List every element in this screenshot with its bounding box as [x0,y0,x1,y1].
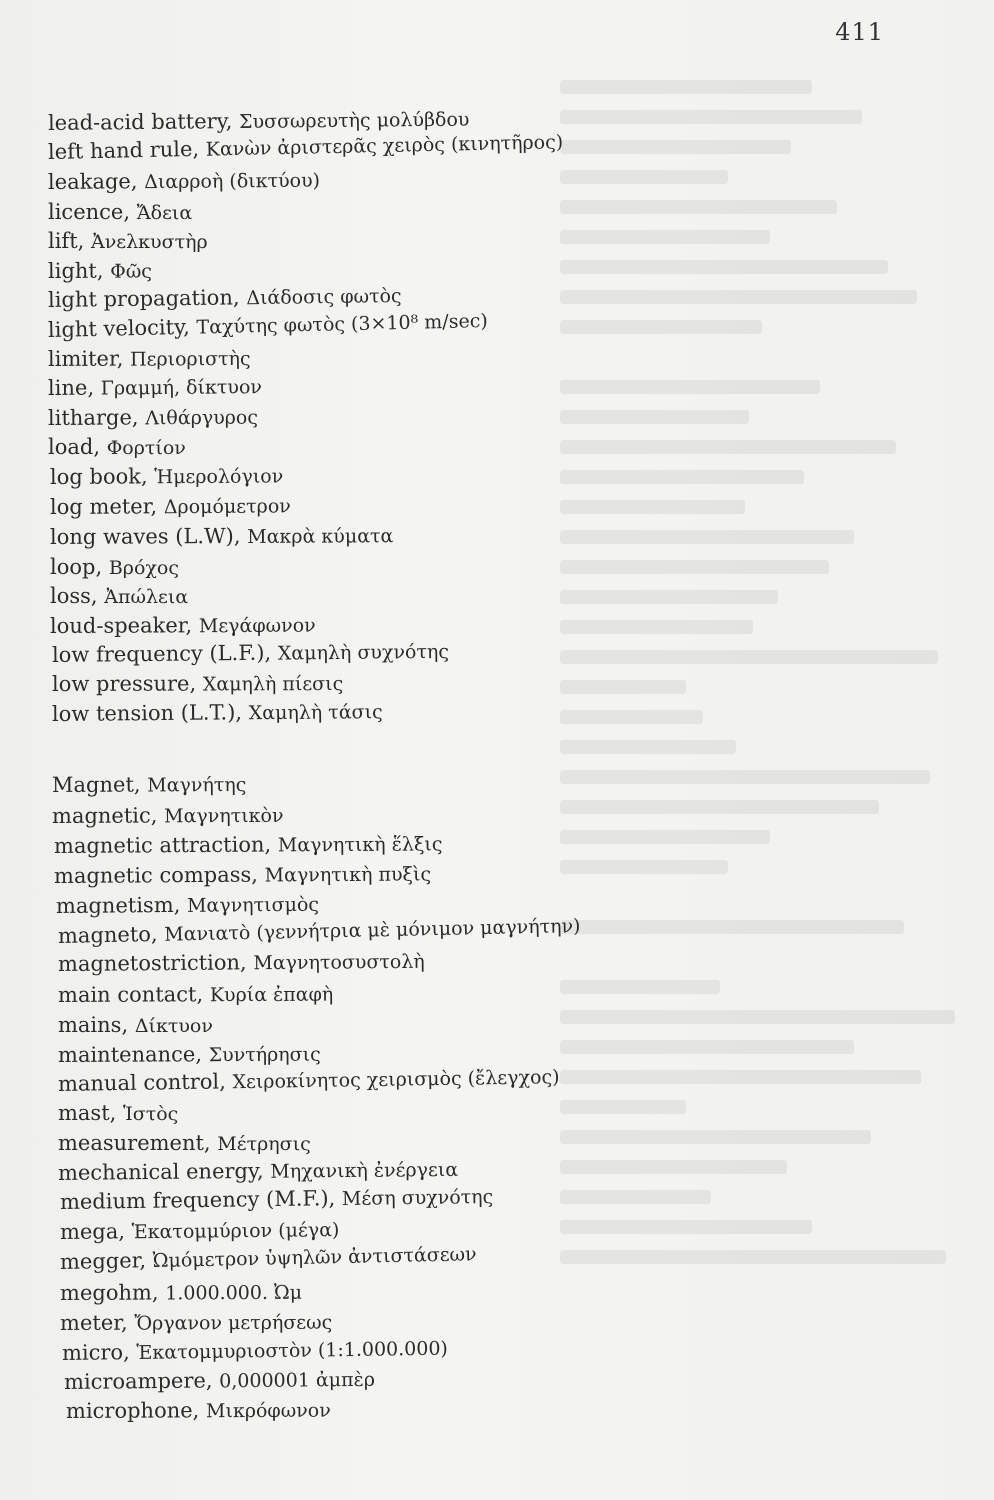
term-english: mast, [58,1101,117,1125]
term-greek: 0,000001 ἀμπὲρ [219,1368,376,1393]
term-english: megohm, [59,1280,159,1305]
term-english: light propagation, [47,285,240,312]
entry-l [48,258,152,283]
page-number: 411 [835,18,884,46]
term-english: main contact, [57,982,204,1007]
entry-l [48,346,251,371]
term-english: light, [47,258,104,283]
term-greek: Μεγάφωνον [198,614,316,638]
term-english: microampere, [63,1368,213,1394]
term-greek: Κυρία ἐπαφὴ [209,983,334,1007]
term-greek: Δίκτυον [134,1015,213,1037]
term-greek: Μαγνητικὴ ἕλξις [277,833,443,857]
term-english: litharge, [47,405,139,430]
entry-l [48,405,258,430]
term-greek: Μανιατὸ (γεννήτρια μὲ μόνιμον μαγνήτην) [164,915,581,946]
entry-l [48,308,488,342]
term-greek: Χαμηλὴ τάσις [248,701,383,725]
term-english: licence, [48,200,131,224]
term-english: meter, [59,1310,128,1335]
term-greek: Ὠμόμετρον ὑψηλῶν ἀντιστάσεων [152,1243,477,1273]
term-english: magnetic attraction, [53,832,272,858]
entry-m [60,1310,332,1335]
entry-m [54,831,443,858]
entry-m [58,913,581,948]
term-greek: Φῶς [110,260,152,283]
term-greek: Βρόχος [108,557,179,579]
entry-m [52,803,284,828]
term-greek: Λιθάργυρος [145,406,259,430]
entry-l [52,699,383,726]
term-english: magneto, [57,921,158,948]
entry-l [48,107,470,135]
term-greek: Ταχύτης φωτὸς (3×10⁸ m/sec) [196,310,488,339]
term-greek: Μαγνητισμὸς [186,893,320,917]
term-greek: Ἀνελκυστὴρ [91,231,208,253]
term-greek: Ὄργανον μετρήσεως [134,1311,333,1335]
term-greek: Ἡμερολόγιον [154,465,284,489]
entry-l [48,168,320,194]
term-greek: Μαγνήτης [147,773,247,797]
entry-m [64,1367,375,1394]
term-english: log book, [49,464,148,489]
term-english: long waves (L.W), [49,524,241,549]
entry-l [50,613,316,638]
entry-m [66,1398,331,1423]
term-greek: Μαγνητοσυστολὴ [253,950,425,975]
entry-m [60,1184,494,1214]
entry-m [62,1336,448,1365]
term-english: mechanical energy, [57,1158,264,1185]
entry-m [60,1241,477,1274]
entry-l [52,671,343,696]
term-greek: Μαγνητικὸν [164,804,284,828]
entry-l [48,129,564,164]
term-english: mega, [59,1219,126,1244]
entry-m [58,1131,311,1155]
entry-l [48,435,186,459]
term-english: low frequency (L.F.), [51,640,272,667]
term-greek: Συντήρησις [208,1043,321,1067]
term-english: low tension (L.T.), [51,700,243,726]
term-english: lead-acid battery, [47,109,233,135]
entry-l [52,639,449,667]
term-english: measurement, [58,1131,211,1155]
entry-l [48,200,192,224]
term-greek: 1.000.000. Ὠμ [165,1281,303,1305]
entry-l [48,374,262,400]
term-greek: Κανὼν ἀριστερᾶς χειρὸς (κινητῆρος) [205,131,564,161]
entry-m [54,861,431,888]
term-greek: Περιοριστὴς [129,347,251,371]
term-english: maintenance, [57,1042,203,1067]
term-english: microphone, [65,1398,200,1423]
term-english: load, [48,435,100,459]
entry-m [60,1217,340,1244]
term-english: left hand rule, [47,136,200,164]
term-greek: Ἱστὸς [123,1103,179,1125]
entry-l [50,493,291,519]
term-greek: Ἑκατομμυριοστὸν (1:1.000.000) [136,1337,449,1364]
entry-l [48,283,402,312]
term-english: loop, [50,555,103,579]
term-greek: Συσσωρευτὴς μολύβδου [238,108,470,133]
term-greek: Μηχανικὴ ἐνέργεια [270,1158,459,1183]
term-greek: Μικρόφωνον [205,1399,331,1423]
show-through-text [560,80,980,1430]
term-greek: Μακρὰ κύματα [247,525,394,548]
term-english: leakage, [47,169,138,194]
entry-m [52,772,246,797]
term-english: lift, [48,229,85,253]
term-english: medium frequency (M.F.), [59,1186,336,1214]
entry-l [50,523,393,549]
term-greek: Χειροκίνητος χειρισμὸς (ἔλεγχος) [232,1066,560,1094]
term-english: magnetic compass, [53,862,259,888]
entry-m [60,1280,302,1305]
entry-l [48,229,208,253]
term-english: magnetostriction, [57,950,247,976]
term-greek: Μέση συχνότης [341,1185,494,1211]
term-english: manual control, [57,1069,227,1096]
term-greek: Χαμηλὴ πίεσις [202,672,344,696]
entry-l [50,584,188,608]
entry-m [58,1013,213,1037]
entry-m [56,892,319,918]
term-greek: Φορτίον [106,437,186,459]
term-english: limiter, [47,346,124,371]
term-greek: Δρομόμετρον [163,495,291,519]
term-greek: Διάδοσις φωτὸς [246,285,402,310]
entry-m [58,949,425,976]
term-english: megger, [59,1248,147,1274]
entry-m [58,1064,560,1096]
term-english: mains, [58,1013,129,1037]
entry-l [50,555,179,579]
term-english: loud-speaker, [49,613,193,638]
term-greek: Μαγνητικὴ πυξὶς [264,863,432,887]
term-english: log meter, [49,494,158,519]
term-greek: Χαμηλὴ συχνότης [277,640,450,665]
term-greek: Ἑκατομμύριον (μέγα) [131,1219,340,1244]
term-english: low pressure, [51,671,197,696]
term-greek: Γραμμή, δίκτυον [100,376,263,400]
term-english: magnetism, [55,892,181,918]
term-greek: Ἄδεια [136,202,193,224]
entry-m [58,1101,178,1125]
term-english: micro, [61,1340,130,1365]
term-greek: Μέτρησις [217,1133,311,1155]
term-english: loss, [50,584,98,608]
entry-l [50,463,283,489]
term-greek: Διαρροὴ (δικτύου) [144,169,321,194]
term-english: magnetic, [51,803,158,828]
entry-m [58,1042,321,1067]
entry-m [58,982,333,1007]
term-greek: Ἀπώλεια [104,586,189,608]
entry-m [58,1157,458,1185]
term-english: light velocity, [47,314,191,342]
term-english: line, [47,375,95,400]
term-english: Magnet, [51,772,141,797]
